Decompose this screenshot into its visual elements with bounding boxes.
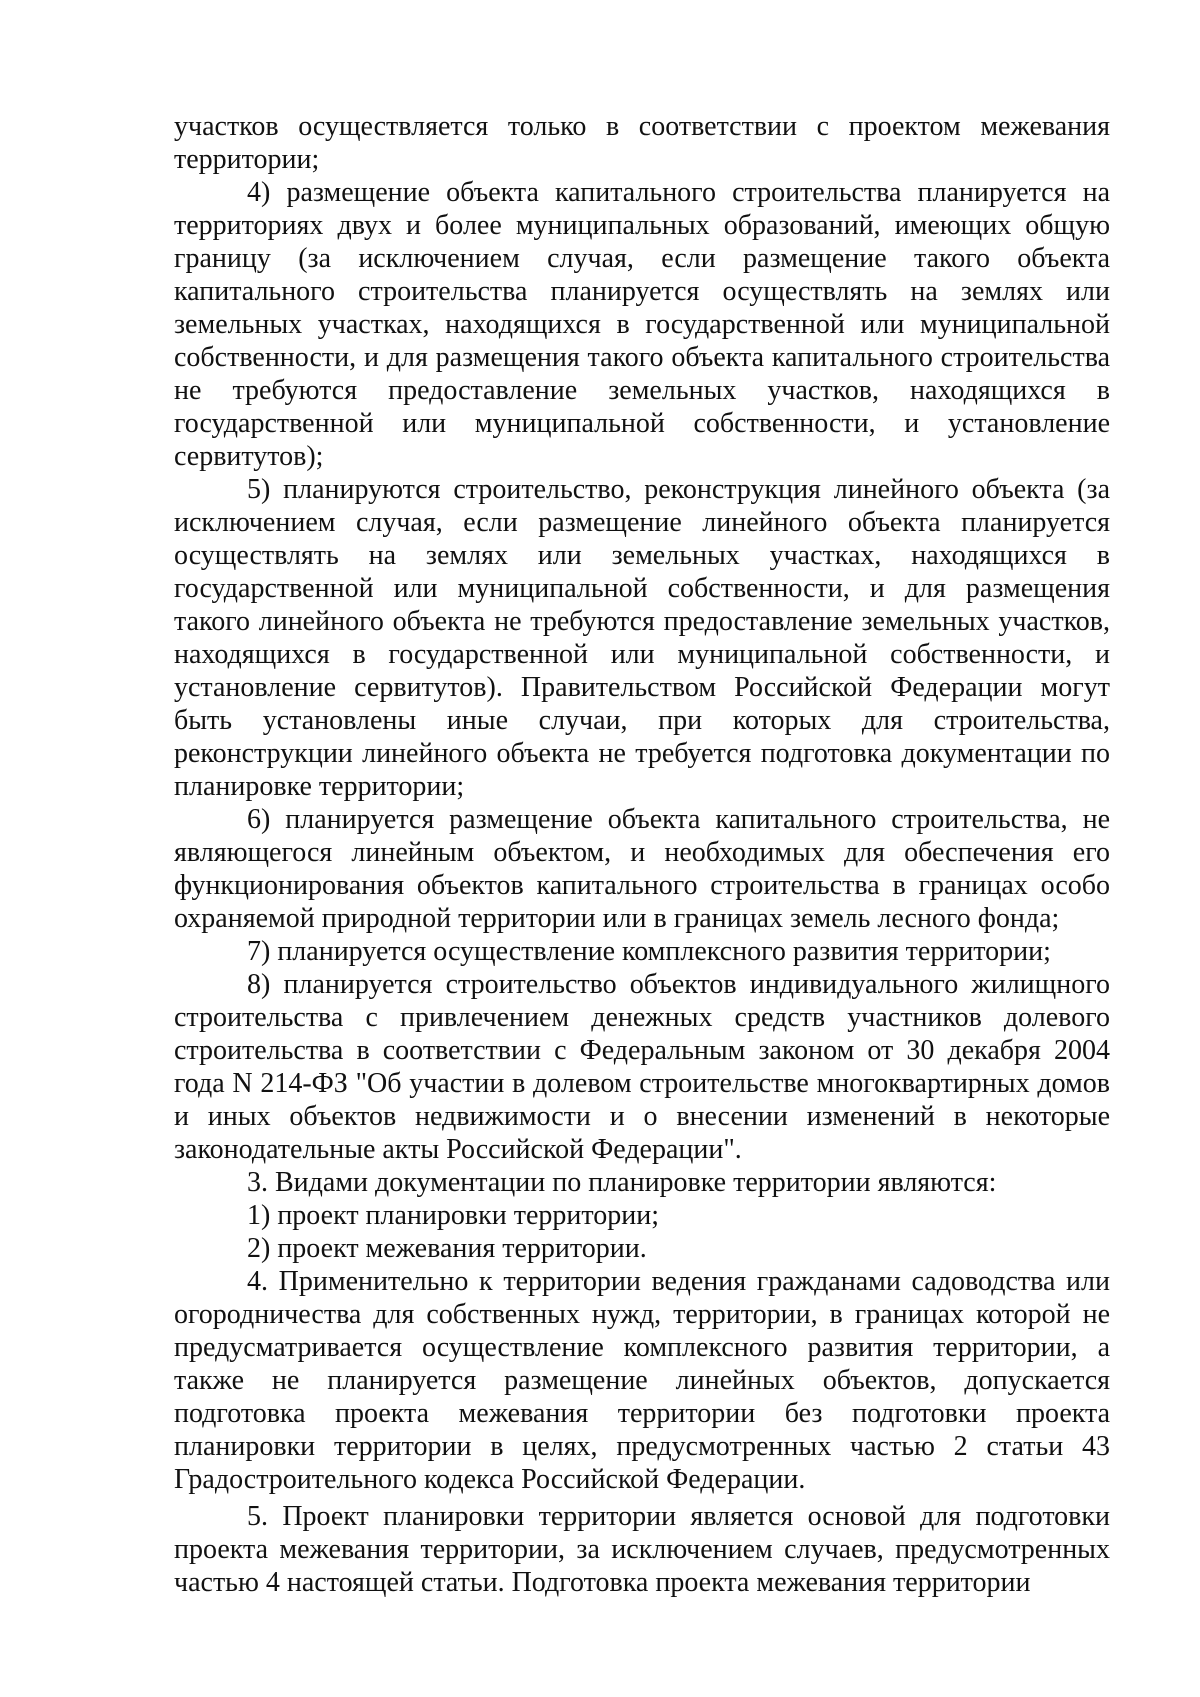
paragraph-section-5: 5. Проект планировки территории является основой для подготовки проекта межевания территории, за исключением случаев, предусмотренных частью 4 настоящей статьи. Подготовка проекта межевания территории bbox=[174, 1501, 1110, 1598]
paragraph-continuation: участков осуществляется только в соответствии с проектом межевания территории; bbox=[174, 111, 1110, 175]
paragraph-section-3-item-1: 1) проект планировки территории; bbox=[247, 1200, 659, 1231]
paragraph-item-7: 7) планируется осуществление комплексного развития территории; bbox=[247, 936, 1051, 967]
paragraph-section-4: 4. Применительно к территории ведения гражданами садоводства или огородничества для собственных нужд, территории, в границах которой не предусматривается осуществление комплексного развития территории, а также не планируется размещение линейных объектов, допускается подготовка проекта межевания территории без подготовки проекта планировки территории в целях, предусмотренных частью 2 статьи 43 Градостроительного кодекса Российской Федерации. bbox=[174, 1266, 1110, 1495]
paragraph-item-5: 5) планируются строительство, реконструкция линейного объекта (за исключением случая, если размещение линейного объекта планируется осуществлять на землях или земельных участках, находящихся в государственной или муниципальной собственности, и для размещения такого линейного объекта не требуются предоставление земельных участков, находящихся в государственной или муниципальной собственности, и установление сервитутов). Правительством Российской Федерации могут быть установлены иные случаи, при которых для строительства, реконструкции линейного объекта не требуется подготовка документации по планировке территории; bbox=[174, 474, 1110, 802]
paragraph-item-4: 4) размещение объекта капитального строительства планируется на территориях двух и более муниципальных образований, имеющих общую границу (за исключением случая, если размещение такого объекта капитального строительства планируется осуществлять на землях или земельных участках, находящихся в государственной или муниципальной собственности, и для размещения такого объекта капитального строительства не требуются предоставление земельных участков, находящихся в государственной или муниципальной собственности, и установление сервитутов); bbox=[174, 177, 1110, 472]
document-page bbox=[174, 110, 1110, 1599]
paragraph-section-3-item-2: 2) проект межевания территории. bbox=[247, 1233, 647, 1264]
paragraph-item-8: 8) планируется строительство объектов индивидуального жилищного строительства с привлечением денежных средств участников долевого строительства в соответствии с Федеральным законом от 30 декабря 2004 года N 214-ФЗ "Об участии в долевом строительстве многоквартирных домов и иных объектов недвижимости и о внесении изменений в некоторые законодательные акты Российской Федерации". bbox=[174, 969, 1110, 1165]
paragraph-item-6: 6) планируется размещение объекта капитального строительства, не являющегося линейным объектом, и необходимых для обеспечения его функционирования объектов капитального строительства в границах особо охраняемой природной территории или в границах земель лесного фонда; bbox=[174, 804, 1110, 934]
paragraph-section-3: 3. Видами документации по планировке территории являются: bbox=[247, 1167, 997, 1198]
